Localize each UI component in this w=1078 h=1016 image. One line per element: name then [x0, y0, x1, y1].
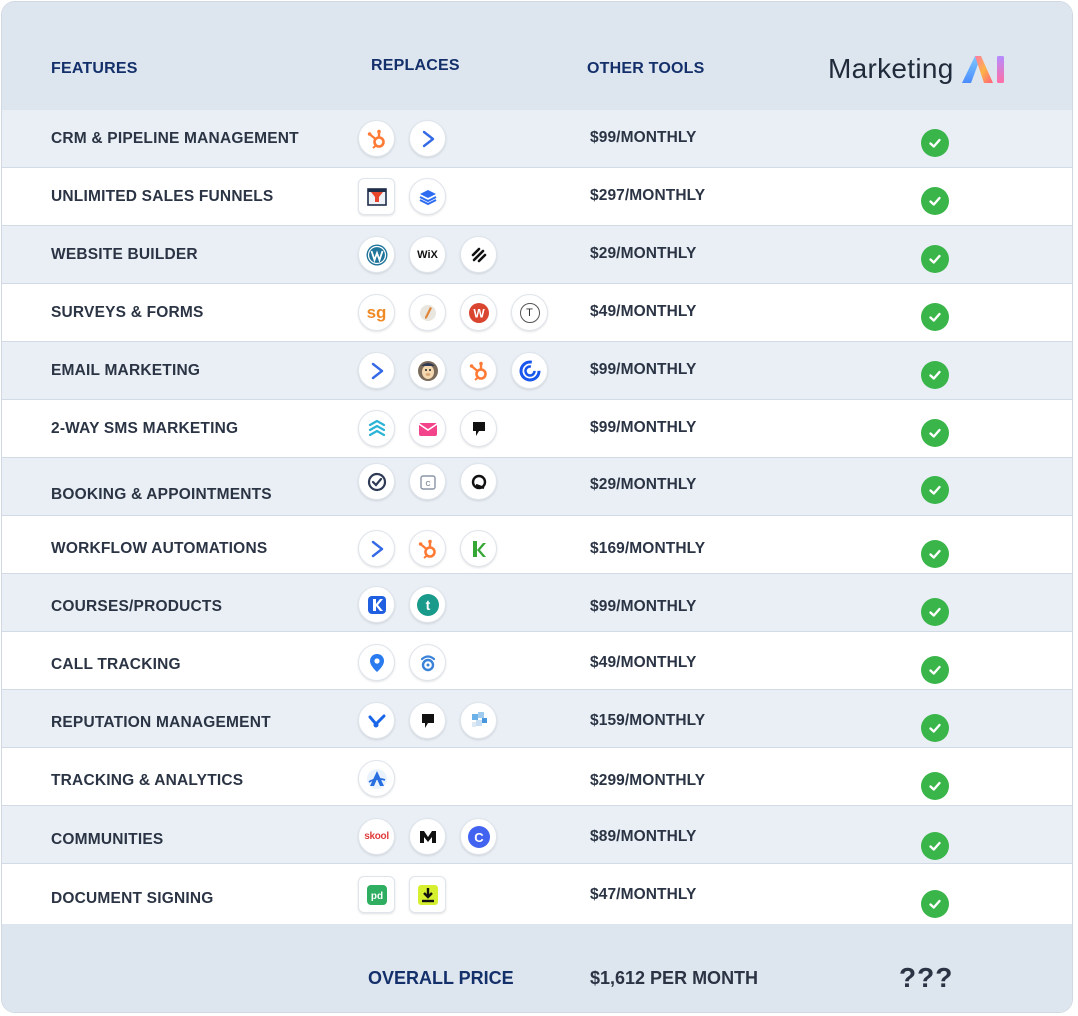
feature-name: UNLIMITED SALES FUNNELS [51, 188, 274, 205]
typeform-icon [511, 294, 548, 331]
circle-icon [460, 818, 497, 855]
feature-name: WEBSITE BUILDER [51, 246, 198, 263]
other-tools-price: $49/MONTHLY [590, 654, 697, 671]
included-check-icon [921, 419, 949, 447]
skool-icon: skool [358, 818, 395, 855]
included-check-icon [921, 476, 949, 504]
replaced-tools-icons [358, 586, 446, 623]
replaced-tools-icons [358, 294, 548, 331]
layers-icon [358, 410, 395, 447]
replaced-tools-icons [358, 410, 497, 447]
feature-name: 2-WAY SMS MARKETING [51, 420, 239, 437]
table-header [2, 2, 1072, 110]
replaced-tools-icons [358, 818, 497, 855]
table-row [2, 342, 1072, 400]
included-check-icon [921, 361, 949, 389]
table-row [2, 516, 1072, 574]
included-check-icon [921, 714, 949, 742]
other-tools-price: $89/MONTHLY [590, 828, 697, 845]
wordpress-icon [358, 236, 395, 273]
svg-text:pd: pd [370, 890, 383, 902]
table-row [2, 168, 1072, 226]
other-tools-price: $159/MONTHLY [590, 712, 706, 729]
activecampaign-icon [358, 530, 395, 567]
other-tools-price: $49/MONTHLY [590, 303, 697, 320]
table-row [2, 632, 1072, 690]
other-tools-price: $29/MONTHLY [590, 245, 697, 262]
activecampaign-icon [358, 352, 395, 389]
feature-name: REPUTATION MANAGEMENT [51, 714, 271, 731]
check-circle-icon [358, 463, 395, 500]
feature-name: CRM & PIPELINE MANAGEMENT [51, 130, 299, 147]
feature-name: BOOKING & APPOINTMENTS [51, 486, 272, 503]
table-row [2, 284, 1072, 342]
table-row [2, 864, 1072, 922]
svg-text:C: C [424, 480, 431, 488]
replaced-tools-icons [358, 236, 497, 273]
included-check-icon [921, 832, 949, 860]
other-tools-price: $299/MONTHLY [590, 772, 706, 789]
svg-text:W: W [472, 306, 485, 320]
mailchimp-icon [409, 352, 446, 389]
keap-icon [460, 530, 497, 567]
feature-name: COURSES/PRODUCTS [51, 598, 223, 615]
hubspot-icon [358, 120, 395, 157]
location-pin-icon [358, 644, 395, 681]
other-tools-price: $99/MONTHLY [590, 361, 697, 378]
marketing-ai-logo [828, 53, 1006, 85]
table-footer [2, 924, 1072, 1013]
included-check-icon [921, 772, 949, 800]
feature-name: CALL TRACKING [51, 656, 181, 673]
replaced-tools-icons [358, 530, 497, 567]
marketing-ai-price: ??? [899, 962, 954, 993]
mighty-icon [409, 818, 446, 855]
other-tools-price: $99/MONTHLY [590, 129, 697, 146]
wix-icon: WiX [409, 236, 446, 273]
other-tools-price: $47/MONTHLY [590, 886, 697, 903]
table-row [2, 458, 1072, 516]
feature-name: SURVEYS & FORMS [51, 304, 204, 321]
replaced-tools-icons [358, 702, 497, 739]
teachable-icon [409, 586, 446, 623]
feature-name: COMMUNITIES [51, 831, 164, 848]
overall-price-label: OVERALL PRICE [368, 968, 514, 988]
ai-logo-mark [960, 54, 1006, 84]
replaced-tools-icons [358, 463, 497, 500]
squarespace-icon [460, 236, 497, 273]
replaced-tools-icons [358, 644, 446, 681]
pencil-icon [409, 294, 446, 331]
replaced-tools-icons [358, 760, 395, 797]
replaces-column-header: REPLACES [371, 57, 460, 74]
analytics-icon [358, 760, 395, 797]
replaced-tools-icons [358, 120, 446, 157]
feature-name: WORKFLOW AUTOMATIONS [51, 540, 268, 557]
download-icon [409, 876, 446, 913]
feature-name: TRACKING & ANALYTICS [51, 772, 244, 789]
included-check-icon [921, 129, 949, 157]
replaced-tools-icons [358, 178, 446, 215]
envelope-icon [409, 410, 446, 447]
table-row [2, 226, 1072, 284]
constantcontact-icon [511, 352, 548, 389]
table-row [2, 806, 1072, 864]
included-check-icon [921, 598, 949, 626]
overall-price-value: $1,612 PER MONTH [590, 968, 759, 988]
replaced-tools-icons [358, 876, 446, 913]
table-row [2, 400, 1072, 458]
acuity-icon [460, 463, 497, 500]
brand-name: Marketing [828, 53, 954, 84]
other-tools-price: $99/MONTHLY [590, 419, 697, 436]
table-row [2, 748, 1072, 806]
table-row [2, 574, 1072, 632]
other-tools-price: $169/MONTHLY [590, 540, 706, 557]
other-tools-price: $297/MONTHLY [590, 187, 706, 204]
flag-icon [409, 702, 446, 739]
puzzle-icon [460, 702, 497, 739]
pricing-comparison-table [1, 1, 1073, 1013]
other-tools-price: $29/MONTHLY [590, 476, 697, 493]
hubspot-icon [409, 530, 446, 567]
included-check-icon [921, 187, 949, 215]
typeform-letter: T [520, 303, 540, 323]
surveygizmo-icon: sg [358, 294, 395, 331]
leadpages-icon [409, 178, 446, 215]
hubspot-icon [460, 352, 497, 389]
other-tools-price: $99/MONTHLY [590, 598, 697, 615]
replaced-tools-icons [358, 352, 548, 389]
kajabi-icon [358, 586, 395, 623]
feature-name: DOCUMENT SIGNING [51, 890, 214, 907]
included-check-icon [921, 656, 949, 684]
activecampaign-icon [409, 120, 446, 157]
birdeye-icon [358, 702, 395, 739]
included-check-icon [921, 890, 949, 918]
svg-text:C: C [473, 829, 484, 845]
features-column-header: FEATURES [51, 60, 138, 77]
table-row [2, 690, 1072, 748]
calendar-icon [409, 463, 446, 500]
included-check-icon [921, 245, 949, 273]
pandadoc-icon [358, 876, 395, 913]
table-row [2, 110, 1072, 168]
svg-text:t: t [425, 596, 430, 613]
flag-icon [460, 410, 497, 447]
clickfunnels-icon [358, 178, 395, 215]
callrail-icon [409, 644, 446, 681]
included-check-icon [921, 540, 949, 568]
other-tools-column-header: OTHER TOOLS [587, 60, 705, 77]
wufoo-icon [460, 294, 497, 331]
included-check-icon [921, 303, 949, 331]
feature-name: EMAIL MARKETING [51, 362, 201, 379]
